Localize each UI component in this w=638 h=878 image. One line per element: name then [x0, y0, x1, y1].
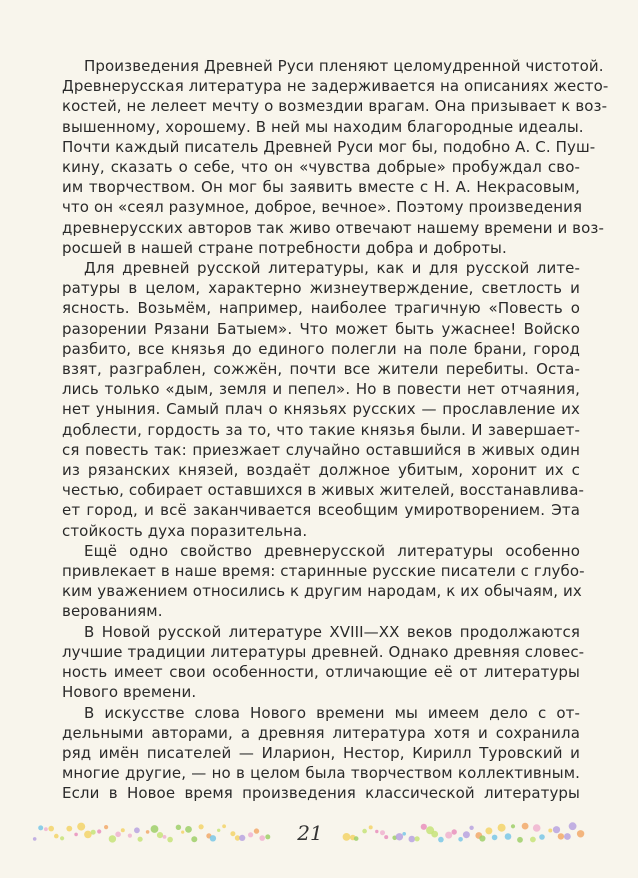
text-line: ет город, и всё заканчивается всеобщим умиротворением. Эта — [62, 501, 580, 520]
decorative-dot — [384, 835, 388, 839]
decorative-dot — [421, 824, 427, 830]
decorative-dot — [54, 834, 59, 839]
decorative-dot — [138, 837, 143, 842]
decorative-dot — [533, 824, 541, 832]
text-line: Ещё одно свойство древнерусской литературы особенно — [84, 541, 580, 560]
text-line: лучшие традиции литературы древней. Однако древняя словес- — [62, 642, 585, 661]
body-text — [62, 56, 609, 804]
text-line: ким уважением относились к другим народам, к их обычаям, их — [62, 582, 582, 601]
decorative-dot — [259, 835, 265, 841]
text-line: вышенному, хорошему. В ней мы находим благородные идеалы. — [62, 117, 584, 136]
decorative-dot — [362, 829, 367, 834]
decorative-dot — [463, 831, 470, 838]
decorative-dot — [569, 822, 577, 830]
decorative-dot — [396, 833, 403, 840]
decorative-dot — [553, 826, 560, 833]
decorative-dot — [146, 830, 150, 834]
decorative-dot — [115, 832, 121, 838]
decorative-dot — [128, 834, 132, 838]
decorative-dot — [548, 829, 552, 833]
text-line: многие другие, — но в целом была творчеством коллективным. — [62, 764, 580, 783]
decorative-dot — [564, 833, 571, 840]
text-line: росшей в нашей стране потребности добра и доброты. — [62, 238, 507, 257]
decorative-dot — [485, 827, 492, 834]
decorative-dot — [167, 837, 173, 843]
decorative-dots-right — [340, 820, 588, 846]
text-line: верованиям. — [62, 602, 163, 621]
text-line: из рязанских князей, воздаёт должное убитым, хоронит их с — [62, 461, 580, 480]
text-line: взят, разграблен, сожжён, почти все жители перебиты. Оста- — [62, 360, 580, 379]
decorative-dot — [530, 837, 536, 843]
text-line: Почти каждый писатель Древней Руси мог бы, подобно А. С. Пуш- — [62, 137, 596, 156]
text-line: древнерусских авторов так живо отвечают нашему времени и воз- — [62, 218, 604, 237]
decorative-dot — [109, 835, 116, 842]
text-line: ность имеет свои особенности, отличающие её от литературы — [62, 663, 580, 682]
decorative-dot — [74, 833, 78, 837]
decorative-dot — [38, 825, 43, 830]
decorative-dot — [176, 825, 181, 830]
decorative-dot — [505, 833, 512, 840]
decorative-dot — [181, 831, 184, 834]
decorative-dot — [254, 828, 259, 833]
decorative-dot — [48, 826, 54, 832]
text-line: доблести, гордость за то, что такие князья были. И завершает- — [62, 420, 580, 439]
decorative-dot — [33, 837, 37, 841]
page-number: 21 — [297, 821, 323, 845]
decorative-dot — [438, 837, 444, 843]
decorative-dot — [402, 832, 406, 836]
text-line: честью, собирает оставшихся в живых жителей, восстанавлива- — [62, 481, 585, 500]
decorative-dot — [217, 829, 220, 832]
decorative-dot — [380, 830, 385, 835]
decorative-dot — [66, 826, 72, 832]
decorative-dot — [97, 829, 101, 833]
decorative-dot — [577, 830, 584, 837]
decorative-dot — [558, 833, 564, 839]
decorative-dot — [265, 834, 270, 839]
decorative-dot — [222, 824, 226, 828]
text-line: стойкость духа поразительна. — [62, 521, 308, 540]
decorative-dot — [84, 831, 92, 839]
decorative-dot — [121, 828, 125, 832]
text-line: нет уныния. Самый плач о князьях русских — прославление их — [62, 400, 580, 419]
decorative-dot — [458, 837, 463, 842]
text-line: ся повесть так: приезжает случайно оставшийся в живых один — [62, 440, 580, 459]
text-line: им творчеством. Он мог бы заявить вместе с Н. А. Некрасовым, — [62, 178, 580, 197]
decorative-dot — [199, 824, 204, 829]
text-line: Для древней русской литературы, как и для русской лите- — [84, 259, 580, 278]
text-line: что он «сеял разумное, доброе, вечное». Поэтому произведения — [62, 198, 583, 217]
decorative-dot — [522, 823, 529, 830]
text-line: разбито, все князья до единого полегли на поле брани, город — [62, 339, 580, 358]
decorative-dot — [469, 826, 473, 830]
decorative-dot — [415, 836, 420, 841]
decorative-dot — [492, 835, 498, 841]
decorative-dot — [248, 832, 253, 837]
decorative-dot — [354, 836, 359, 841]
decorative-dot — [409, 836, 416, 843]
decorative-dot — [431, 831, 438, 838]
decorative-dot — [369, 825, 373, 829]
text-line: Произведения Древней Руси пленяют целомудренной чистотой. — [84, 57, 604, 75]
decorative-dot — [77, 823, 85, 831]
text-line: ряд имён писателей — Иларион, Нестор, Кирилл Туровский и — [62, 743, 580, 762]
decorative-dot — [239, 835, 245, 841]
decorative-dots-left — [28, 820, 276, 846]
text-line: костей, не лелеет мечту о возмездии врагам. Она призывает к воз- — [62, 97, 608, 116]
text-line: В Новой русской литературе XVIII—XX веков продолжаются — [84, 622, 580, 641]
decorative-dot — [343, 833, 351, 841]
text-line: В искусстве слова Нового времени мы имеем дело с от- — [84, 703, 580, 722]
decorative-dot — [498, 824, 506, 832]
text-line: Если в Новое время произведения классической литературы — [62, 784, 580, 803]
decorative-dot — [210, 835, 216, 841]
text-line: привлекает в наше время: старинные русские писатели с глубо- — [62, 562, 585, 581]
decorative-dot — [375, 830, 378, 833]
text-line: разорении Рязани Батыем». Что может быть ужаснее! Войско — [62, 319, 580, 338]
text-line: кину, сказать о себе, что он «чувства добрые» пробуждал сво- — [62, 158, 580, 177]
text-line: ясность. Возьмём, например, наиболее трагичную «Повесть о — [62, 299, 580, 318]
decorative-dot — [134, 827, 140, 833]
decorative-dot — [230, 831, 235, 836]
page-footer — [0, 818, 638, 848]
text-line: лись только «дым, земля и пепел». Но в повести нет отчаяния, — [62, 380, 580, 399]
decorative-dot — [185, 826, 192, 833]
text-line: ратуры в целом, характерно жизнеутверждение, светлость и — [62, 279, 580, 298]
decorative-dot — [104, 825, 108, 829]
decorative-dot — [517, 837, 523, 843]
text-line: дельными авторами, а древняя литература хотя и сохранила — [62, 723, 580, 742]
text-line: Древнерусская литература не задерживается на описаниях жесто- — [62, 77, 609, 96]
decorative-dot — [479, 835, 485, 841]
decorative-dot — [452, 829, 457, 834]
decorative-dot — [539, 834, 545, 840]
decorative-dot — [445, 832, 452, 839]
decorative-dot — [91, 830, 96, 835]
decorative-dot — [511, 824, 515, 828]
decorative-dot — [191, 836, 197, 842]
decorative-dot — [60, 836, 64, 840]
text-line: Нового времени. — [62, 683, 197, 702]
decorative-dot — [151, 825, 159, 833]
decorative-dot — [157, 832, 163, 838]
decorative-dot — [44, 827, 48, 831]
decorative-dot — [163, 835, 167, 839]
